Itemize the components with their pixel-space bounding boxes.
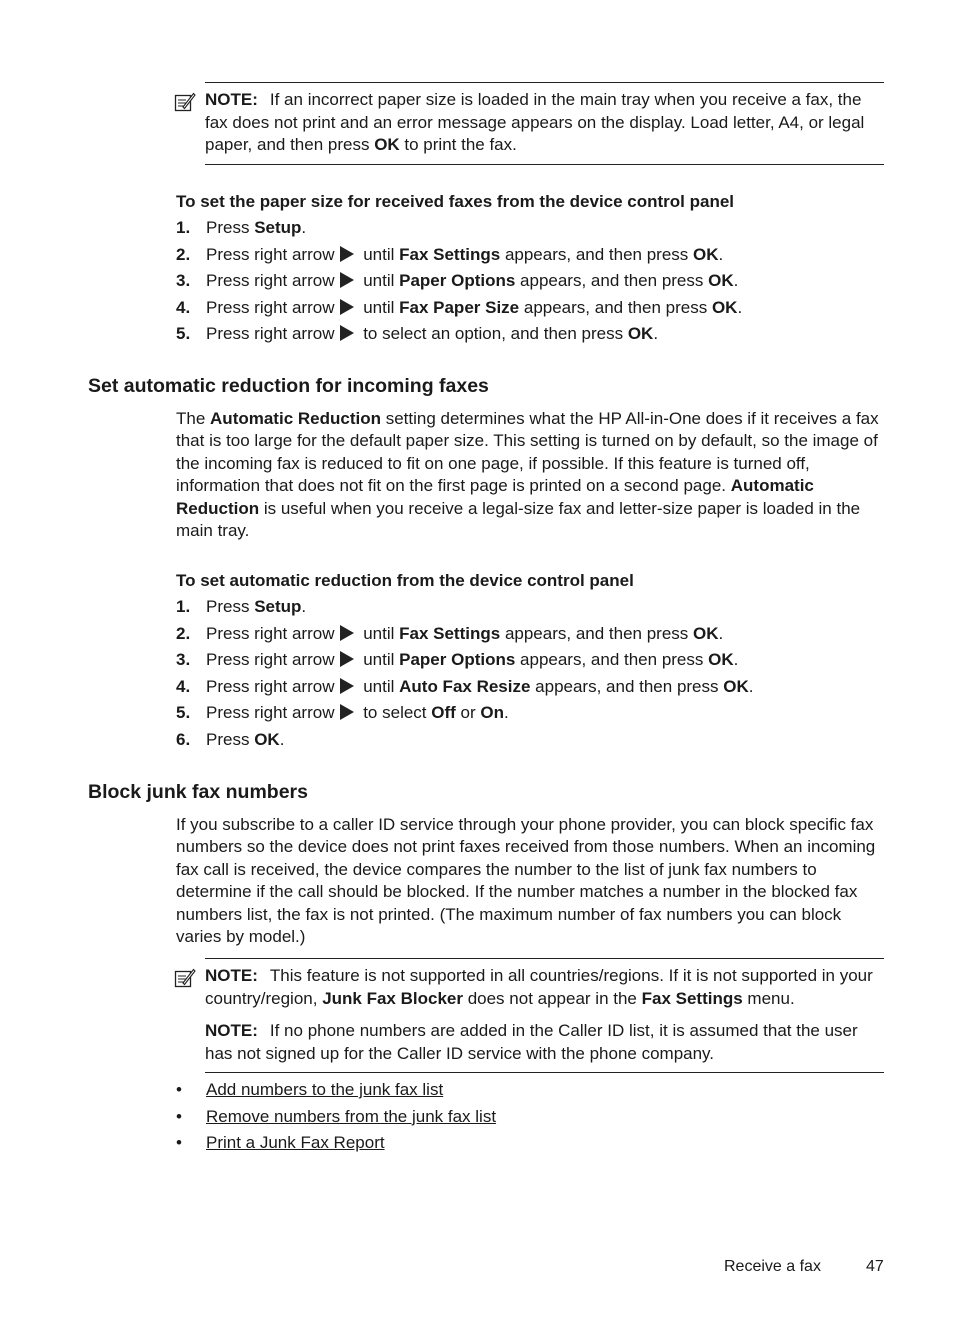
step <box>176 594 753 621</box>
note-text <box>205 1020 884 1065</box>
section-heading: Set automatic reduction for incoming faxes <box>88 375 489 397</box>
note-text-part: This feature is not supported in all countries/regions. If it is not supported in your country/region, <box>205 966 873 1008</box>
right-arrow-icon <box>340 246 354 262</box>
section-paragraph <box>176 408 888 542</box>
note-text-part: to print the fax. <box>399 135 517 154</box>
bullet: • <box>176 1106 182 1126</box>
step-keyword: On <box>480 703 504 723</box>
related-links-list <box>176 1077 496 1157</box>
step-text: Press <box>206 218 255 237</box>
step-text: Press right arrow <box>206 676 335 696</box>
step-number: 5. <box>176 324 191 344</box>
ok-keyword: OK <box>374 135 400 154</box>
right-arrow-icon <box>340 651 354 667</box>
step-keyword: Auto Fax Resize <box>399 676 531 696</box>
step-keyword: OK <box>708 271 734 291</box>
note-label: NOTE: <box>205 1021 258 1040</box>
step-keyword: OK <box>254 729 280 749</box>
bullet: • <box>176 1080 182 1099</box>
step-text: until <box>358 297 400 317</box>
link-remove-numbers[interactable]: Remove numbers from the junk fax list <box>206 1106 497 1126</box>
step-keyword: Fax Settings <box>399 244 501 264</box>
step-text: until <box>358 676 400 696</box>
step-text: . <box>301 218 307 237</box>
step-text: Press right arrow <box>206 703 335 723</box>
step-text: appears, and then press <box>519 297 712 317</box>
step-text: . <box>653 324 659 344</box>
step-text: Press <box>206 729 255 749</box>
step <box>176 647 753 674</box>
step-text: to select <box>358 703 432 723</box>
step-text: until <box>358 271 400 291</box>
step-text: Press right arrow <box>206 650 335 670</box>
step-text: . <box>733 271 739 291</box>
note-box <box>205 958 884 1073</box>
step-text: until <box>358 623 400 643</box>
step-text: . <box>718 244 724 264</box>
step-keyword: OK <box>693 244 719 264</box>
step-keyword: OK <box>693 623 719 643</box>
step-keyword: OK <box>723 676 749 696</box>
note-icon <box>174 92 196 112</box>
list-item <box>176 1130 496 1157</box>
paragraph-keyword: Automatic Reduction <box>210 409 381 428</box>
note-text-part: does not appear in the <box>462 988 642 1008</box>
right-arrow-icon <box>340 678 354 694</box>
bullet: • <box>176 1133 182 1153</box>
link-print-report[interactable]: Print a Junk Fax Report <box>206 1133 385 1153</box>
step-number: 5. <box>176 703 191 723</box>
step-text: Press right arrow <box>206 623 335 643</box>
section-paragraph: If you subscribe to a caller ID service through your phone provider, you can block specific fax numbers so the device does not print faxes received from those numbers. When an incoming fax call is received, the device compares the number to the list of junk fax numbers to determine if the call should be blocked. If the number matches a number in the blocked fax numbers list, the fax is not printed. (The maximum number of fax numbers you can block varies by model.) <box>176 815 876 947</box>
step <box>176 215 742 242</box>
step-keyword: Off <box>431 703 456 723</box>
step-text: . <box>301 597 307 616</box>
step-text: appears, and then press <box>515 650 709 670</box>
paragraph-text: is useful when you receive a legal-size fax and letter-size paper is loaded in the main tray. <box>176 498 861 541</box>
page-number: 47 <box>866 1258 884 1275</box>
paragraph-text: setting determines what the HP All-in-One does if it receives a fax that is too large for the default paper size. This setting is turned on by default, so the image of the incoming fax is reduced to fit on one page, if possible. If this feature is turned off, information that does not fit on the first page is printed on a second page. <box>176 409 879 496</box>
step-number: 1. <box>176 218 191 237</box>
right-arrow-icon <box>340 625 354 641</box>
note-label: NOTE: <box>205 90 258 109</box>
step <box>176 242 742 269</box>
step-number: 4. <box>176 676 191 696</box>
procedure-steps <box>176 594 753 754</box>
step-keyword: Paper Options <box>399 271 516 291</box>
step <box>176 295 742 322</box>
step-text: to select an option, and then press <box>358 324 628 344</box>
paragraph-keyword: Automatic Reduction <box>176 476 814 518</box>
note-text-part: menu. <box>742 988 795 1008</box>
step-keyword: Fax Settings <box>399 623 501 643</box>
list-item <box>176 1104 496 1131</box>
note-icon <box>174 968 196 988</box>
step-text: Press right arrow <box>206 271 335 291</box>
step-text: . <box>718 623 724 643</box>
step-text: appears, and then press <box>515 271 709 291</box>
step-keyword: OK <box>708 650 734 670</box>
step <box>176 727 753 754</box>
step <box>176 268 742 295</box>
note-text-part: If an incorrect paper size is loaded in the main tray when you receive a fax, the fax does not print and an error message appears on the display. Load letter, A4, or legal paper, and then press <box>205 90 865 154</box>
right-arrow-icon <box>340 272 354 288</box>
note-keyword: Junk Fax Blocker <box>322 988 463 1008</box>
note-label: NOTE: <box>205 966 258 985</box>
step-text: appears, and then press <box>530 676 724 696</box>
right-arrow-icon <box>340 325 354 341</box>
step-text: until <box>358 244 400 264</box>
note-text <box>205 89 884 157</box>
step-keyword: Setup <box>254 597 302 616</box>
step <box>176 321 742 348</box>
step-text: appears, and then press <box>500 244 694 264</box>
paragraph-text: The <box>176 409 211 428</box>
step-number: 4. <box>176 297 191 317</box>
step-keyword: Setup <box>254 218 302 237</box>
step-text: or <box>455 703 481 723</box>
step-number: 2. <box>176 244 191 264</box>
step-keyword: Paper Options <box>399 650 516 670</box>
note-text <box>205 965 884 1010</box>
procedure-title: To set automatic reduction from the device control panel <box>176 571 634 590</box>
step-number: 6. <box>176 729 191 749</box>
step-text: . <box>733 650 739 670</box>
list-item <box>176 1077 496 1104</box>
step-text: . <box>279 729 285 749</box>
note-text-part: If no phone numbers are added in the Caller ID list, it is assumed that the user has not signed up for the Caller ID service with the phone company. <box>205 1021 858 1063</box>
section-heading: Block junk fax numbers <box>88 781 308 803</box>
footer-section-title: Receive a fax <box>724 1258 821 1275</box>
right-arrow-icon <box>340 299 354 315</box>
step-number: 1. <box>176 597 191 616</box>
step-number: 3. <box>176 650 191 670</box>
step-text: . <box>737 297 743 317</box>
step-number: 3. <box>176 271 191 291</box>
procedure-title: To set the paper size for received faxes from the device control panel <box>176 192 735 211</box>
step-text: Press right arrow <box>206 244 335 264</box>
step-number: 2. <box>176 623 191 643</box>
step-text: Press right arrow <box>206 324 335 344</box>
step-text: . <box>503 703 509 723</box>
procedure-steps <box>176 215 742 348</box>
link-add-numbers[interactable]: Add numbers to the junk fax list <box>206 1080 444 1099</box>
right-arrow-icon <box>340 704 354 720</box>
step-text: until <box>358 650 400 670</box>
note-keyword: Fax Settings <box>641 988 743 1008</box>
step-keyword: OK <box>627 324 654 344</box>
step-keyword: OK <box>711 297 738 317</box>
step-text: Press <box>206 597 255 616</box>
step <box>176 700 753 727</box>
note-box <box>205 82 884 165</box>
step-text: appears, and then press <box>500 623 694 643</box>
step-text: Press right arrow <box>206 297 335 317</box>
step-keyword: Fax Paper Size <box>399 297 520 317</box>
step <box>176 674 753 701</box>
step <box>176 621 753 648</box>
step-text: . <box>748 676 754 696</box>
